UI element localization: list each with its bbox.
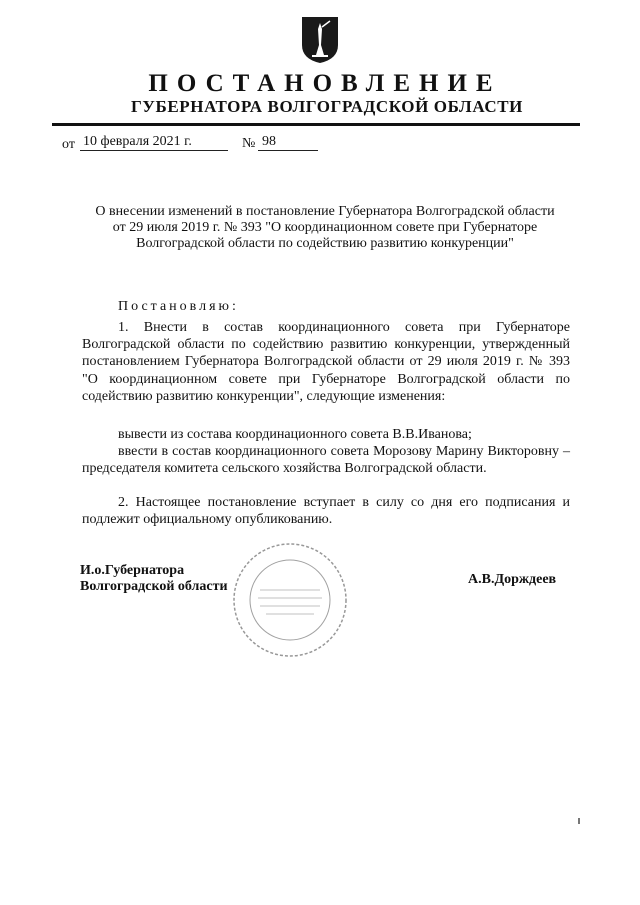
paragraph-1: 1. Внести в состав координационного совета при Губернаторе Волгоградской области по содействию развитию конкуренции, утвержденный постановлением Губернатора Волгоградской области от 29 июля 2019 г. № 393 "О координационном совете при Губернаторе Волгоградской области по содействию развитию конкуренции", следующие изменения: xyxy=(82,320,570,404)
coat-of-arms-icon xyxy=(300,15,340,65)
resolution-intro: Постановляю: xyxy=(118,299,239,314)
number-label: № xyxy=(242,136,256,151)
paragraph-2: вывести из состава координационного совета В.В.Иванова; xyxy=(118,427,472,442)
header-rule xyxy=(52,123,580,126)
signatory-position-line-1: И.о.Губернатора xyxy=(80,563,185,578)
subject-line-2: от 29 июля 2019 г. № 393 "О координационном совете при Губернаторе xyxy=(112,220,538,235)
paragraph-3: ввести в состав координационного совета Морозову Марину Викторовну – председателя комитета сельского хозяйства Волгоградской области. xyxy=(82,444,570,477)
signatory-name: А.В.Дорждеев xyxy=(468,572,557,587)
number-value: 98 xyxy=(262,134,276,149)
document-subject xyxy=(76,204,574,252)
document-title: ПОСТАНОВЛЕНИЕ xyxy=(148,70,502,97)
signatory-position-line-2: Волгоградской области xyxy=(80,579,228,594)
date-value: 10 февраля 2021 г. xyxy=(83,134,192,149)
subject-line-1: О внесении изменений в постановление Губернатора Волгоградской области xyxy=(95,204,555,219)
subject-line-3: Волгоградской области по содействию развитию конкуренции" xyxy=(136,236,514,251)
date-underline xyxy=(80,150,228,151)
scan-mark xyxy=(578,818,580,824)
document-subtitle: ГУБЕРНАТОРА ВОЛГОГРАДСКОЙ ОБЛАСТИ xyxy=(131,97,523,116)
number-underline xyxy=(258,150,318,151)
date-label: от xyxy=(62,137,75,152)
signatory-position xyxy=(80,563,228,595)
paragraph-4: 2. Настоящее постановление вступает в силу со дня его подписания и подлежит официальному опубликованию. xyxy=(82,495,570,528)
official-seal xyxy=(230,540,350,660)
